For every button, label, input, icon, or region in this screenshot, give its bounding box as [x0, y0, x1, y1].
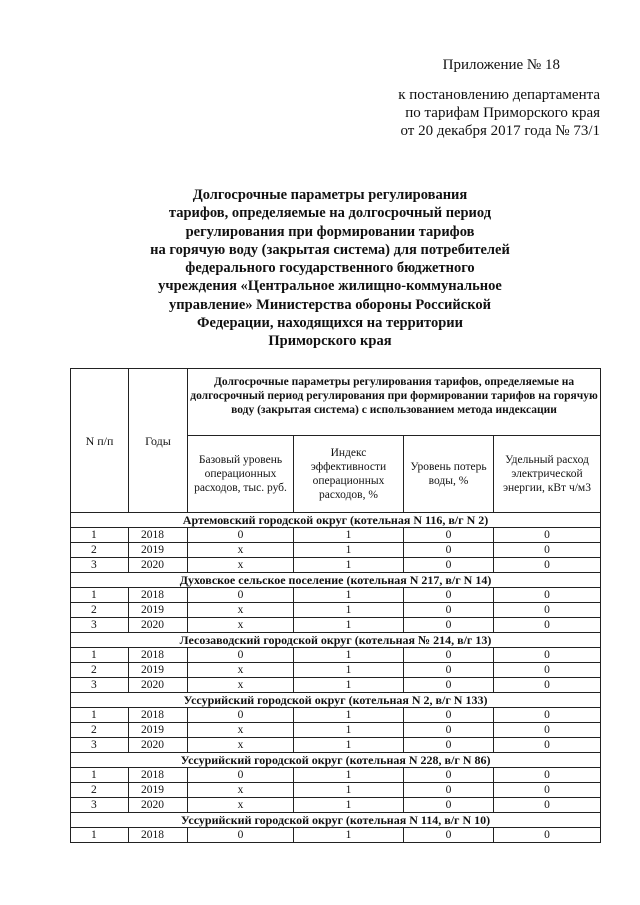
cell-water-loss: 0	[404, 603, 494, 618]
header-base-opex: Базовый уровень операционных расходов, тыс. руб.	[188, 436, 294, 513]
table-row	[71, 738, 601, 753]
table-row	[71, 618, 601, 633]
table-row	[71, 588, 601, 603]
cell-energy-consumption: 0	[494, 648, 601, 663]
title-line: тарифов, определяемые на долгосрочный период	[168, 205, 492, 222]
header-water-loss: Уровень потерь воды, %	[404, 436, 494, 513]
table-row	[71, 543, 601, 558]
title-line: учреждения «Центральное жилищно-коммунальное	[158, 278, 502, 295]
cell-water-loss: 0	[404, 663, 494, 678]
table-row	[71, 828, 601, 843]
title-line: Долгосрочные параметры регулирования	[192, 187, 468, 203]
table-row	[71, 768, 601, 783]
cell-water-loss: 0	[404, 723, 494, 738]
row-number: 3	[71, 558, 129, 573]
header-group: Долгосрочные параметры регулирования тарифов, определяемые на долгосрочный период регулирования при формировании тарифов на горячую воду (закрытая система) с использованием метода индексации	[188, 369, 601, 436]
row-number: 2	[71, 723, 129, 738]
cell-efficiency-index: 1	[294, 678, 404, 693]
row-number: 1	[71, 768, 129, 783]
section-header-row	[71, 753, 601, 768]
header-energy-consumption: Удельный расход электрической энергии, кВт ч/м3	[494, 436, 601, 513]
table-row	[71, 708, 601, 723]
cell-efficiency-index: 1	[294, 708, 404, 723]
document-title	[130, 186, 530, 351]
title-line: Федерации, находящихся на территории	[197, 315, 463, 332]
header-years: Годы	[129, 369, 188, 513]
row-year: 2019	[129, 603, 188, 618]
section-header-row	[71, 513, 601, 528]
section-name: Лесозаводский городской округ (котельная № 214, в/г 13)	[71, 633, 601, 648]
table-row	[71, 678, 601, 693]
table-row	[71, 723, 601, 738]
cell-water-loss: 0	[404, 528, 494, 543]
row-number: 1	[71, 648, 129, 663]
row-year: 2020	[129, 678, 188, 693]
table-row	[71, 558, 601, 573]
header-efficiency-index: Индекс эффективности операционных расходов, %	[294, 436, 404, 513]
cell-efficiency-index: 1	[294, 783, 404, 798]
cell-base-opex: х	[188, 603, 294, 618]
cell-base-opex: 0	[188, 708, 294, 723]
appendix-line: к постановлению департамента	[398, 87, 600, 103]
row-year: 2018	[129, 588, 188, 603]
section-name: Духовское сельское поселение (котельная N 217, в/г N 14)	[71, 573, 601, 588]
cell-efficiency-index: 1	[294, 798, 404, 813]
table-row	[71, 783, 601, 798]
row-year: 2018	[129, 648, 188, 663]
table-row	[71, 663, 601, 678]
title-line: Приморского края	[268, 333, 392, 350]
row-year: 2020	[129, 798, 188, 813]
cell-efficiency-index: 1	[294, 528, 404, 543]
table-body	[71, 513, 601, 843]
row-number: 3	[71, 738, 129, 753]
row-number: 3	[71, 678, 129, 693]
cell-base-opex: 0	[188, 528, 294, 543]
cell-energy-consumption: 0	[494, 543, 601, 558]
cell-water-loss: 0	[404, 558, 494, 573]
row-year: 2018	[129, 708, 188, 723]
cell-energy-consumption: 0	[494, 528, 601, 543]
cell-base-opex: 0	[188, 648, 294, 663]
cell-base-opex: х	[188, 798, 294, 813]
appendix-block	[370, 56, 600, 140]
section-header-row	[71, 813, 601, 828]
cell-efficiency-index: 1	[294, 648, 404, 663]
cell-energy-consumption: 0	[494, 603, 601, 618]
row-number: 2	[71, 783, 129, 798]
cell-efficiency-index: 1	[294, 618, 404, 633]
row-year: 2020	[129, 618, 188, 633]
cell-energy-consumption: 0	[494, 708, 601, 723]
cell-efficiency-index: 1	[294, 828, 404, 843]
cell-base-opex: х	[188, 618, 294, 633]
row-year: 2019	[129, 543, 188, 558]
cell-energy-consumption: 0	[494, 618, 601, 633]
cell-base-opex: х	[188, 738, 294, 753]
cell-base-opex: х	[188, 783, 294, 798]
row-number: 2	[71, 663, 129, 678]
section-name: Уссурийский городской округ (котельная N 228, в/г N 86)	[71, 753, 601, 768]
cell-base-opex: х	[188, 678, 294, 693]
cell-efficiency-index: 1	[294, 588, 404, 603]
cell-water-loss: 0	[404, 708, 494, 723]
cell-efficiency-index: 1	[294, 558, 404, 573]
section-name: Артемовский городской округ (котельная N 116, в/г N 2)	[71, 513, 601, 528]
cell-energy-consumption: 0	[494, 678, 601, 693]
cell-base-opex: 0	[188, 828, 294, 843]
row-number: 3	[71, 798, 129, 813]
title-line: на горячую воду (закрытая система) для потребителей	[150, 241, 510, 258]
appendix-number: Приложение № 18	[442, 57, 560, 73]
row-year: 2019	[129, 663, 188, 678]
title-line: регулирования при формировании тарифов	[185, 223, 475, 240]
cell-water-loss: 0	[404, 588, 494, 603]
cell-base-opex: х	[188, 558, 294, 573]
row-number: 1	[71, 708, 129, 723]
cell-water-loss: 0	[404, 798, 494, 813]
cell-energy-consumption: 0	[494, 738, 601, 753]
cell-energy-consumption: 0	[494, 798, 601, 813]
row-year: 2020	[129, 738, 188, 753]
tariff-parameters-table	[70, 368, 601, 843]
cell-water-loss: 0	[404, 678, 494, 693]
cell-efficiency-index: 1	[294, 723, 404, 738]
title-line: управление» Министерства обороны Российской	[169, 296, 491, 313]
cell-energy-consumption: 0	[494, 663, 601, 678]
cell-water-loss: 0	[404, 783, 494, 798]
cell-base-opex: 0	[188, 588, 294, 603]
cell-water-loss: 0	[404, 768, 494, 783]
cell-energy-consumption: 0	[494, 768, 601, 783]
table-row	[71, 648, 601, 663]
cell-energy-consumption: 0	[494, 723, 601, 738]
row-number: 1	[71, 528, 129, 543]
title-line: федерального государственного бюджетного	[185, 260, 475, 277]
row-year: 2019	[129, 783, 188, 798]
section-header-row	[71, 633, 601, 648]
row-number: 1	[71, 588, 129, 603]
cell-water-loss: 0	[404, 738, 494, 753]
section-name: Уссурийский городской округ (котельная N 2, в/г N 133)	[71, 693, 601, 708]
section-name: Уссурийский городской округ (котельная N 114, в/г N 10)	[71, 813, 601, 828]
cell-efficiency-index: 1	[294, 603, 404, 618]
row-year: 2020	[129, 558, 188, 573]
table-header-row	[71, 369, 601, 436]
row-year: 2018	[129, 528, 188, 543]
cell-water-loss: 0	[404, 543, 494, 558]
row-number: 3	[71, 618, 129, 633]
cell-efficiency-index: 1	[294, 663, 404, 678]
row-year: 2019	[129, 723, 188, 738]
cell-water-loss: 0	[404, 648, 494, 663]
cell-water-loss: 0	[404, 828, 494, 843]
cell-base-opex: х	[188, 723, 294, 738]
cell-efficiency-index: 1	[294, 738, 404, 753]
row-year: 2018	[129, 768, 188, 783]
row-number: 2	[71, 543, 129, 558]
appendix-line: от 20 декабря 2017 года № 73/1	[400, 123, 600, 139]
appendix-line: по тарифам Приморского края	[405, 105, 600, 121]
cell-base-opex: х	[188, 543, 294, 558]
cell-water-loss: 0	[404, 618, 494, 633]
header-number: N п/п	[71, 369, 129, 513]
section-header-row	[71, 573, 601, 588]
cell-energy-consumption: 0	[494, 828, 601, 843]
cell-energy-consumption: 0	[494, 783, 601, 798]
cell-energy-consumption: 0	[494, 558, 601, 573]
cell-base-opex: 0	[188, 768, 294, 783]
row-year: 2018	[129, 828, 188, 843]
section-header-row	[71, 693, 601, 708]
row-number: 1	[71, 828, 129, 843]
table-row	[71, 528, 601, 543]
cell-efficiency-index: 1	[294, 768, 404, 783]
row-number: 2	[71, 603, 129, 618]
table-row	[71, 603, 601, 618]
cell-efficiency-index: 1	[294, 543, 404, 558]
table-row	[71, 798, 601, 813]
cell-energy-consumption: 0	[494, 588, 601, 603]
cell-base-opex: х	[188, 663, 294, 678]
